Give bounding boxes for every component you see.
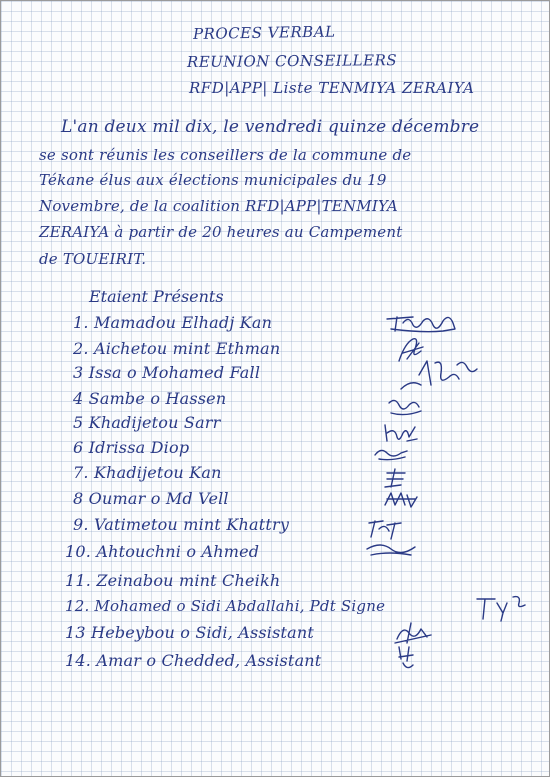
signature-10 bbox=[473, 591, 533, 625]
list-item: 7. Khadijetou Kan bbox=[73, 463, 222, 482]
list-item: 2. Aichetou mint Ethman bbox=[73, 339, 281, 358]
list-item: 13 Hebeybou o Sidi, Assistant bbox=[65, 623, 315, 642]
body-line-3: Tékane élus aux élections municipales du 19 bbox=[39, 171, 387, 189]
body-line-2: se sont réunis les conseillers de la commune de bbox=[39, 146, 412, 164]
body-line-5: ZERAIYA à partir de 20 heures au Campement bbox=[39, 223, 403, 241]
attendees-title: Etaient Présents bbox=[89, 287, 224, 306]
signature-4 bbox=[385, 395, 425, 421]
header-title: PROCES VERBAL bbox=[192, 22, 336, 43]
signature-3 bbox=[397, 355, 483, 395]
signature-8 bbox=[381, 489, 421, 513]
list-item: 8 Oumar o Md Vell bbox=[73, 489, 229, 508]
list-item: 4 Sambe o Hassen bbox=[73, 389, 227, 408]
list-item: 3 Issa o Mohamed Fall bbox=[73, 363, 261, 382]
header-list-name: RFD|APP| Liste TENMIYA ZERAIYA bbox=[189, 79, 475, 97]
list-item: 1. Mamadou Elhadj Kan bbox=[73, 313, 273, 332]
list-item: 10. Ahtouchni o Ahmed bbox=[65, 542, 260, 561]
signature-9 bbox=[361, 515, 421, 559]
signature-6 bbox=[371, 443, 411, 465]
list-item: 5 Khadijetou Sarr bbox=[73, 413, 221, 432]
body-line-1: L'an deux mil dix, le vendredi quinze décembre bbox=[61, 117, 480, 137]
list-item: 14. Amar o Chedded, Assistant bbox=[65, 651, 322, 670]
body-line-4: Novembre, de la coalition RFD|APP|TENMIYA bbox=[39, 197, 398, 215]
body-line-6: de TOUEIRIT. bbox=[39, 250, 147, 268]
signature-12 bbox=[393, 643, 421, 673]
signature-7 bbox=[381, 467, 411, 491]
list-item: 11. Zeinabou mint Cheikh bbox=[65, 571, 281, 590]
list-item: 6 Idrissa Diop bbox=[73, 438, 190, 457]
header-subtitle: REUNION CONSEILLERS bbox=[186, 51, 398, 71]
list-item: 12. Mohamed o Sidi Abdallahi, Pdt Signe bbox=[65, 597, 386, 615]
list-item: 9. Vatimetou mint Khattry bbox=[73, 515, 290, 534]
